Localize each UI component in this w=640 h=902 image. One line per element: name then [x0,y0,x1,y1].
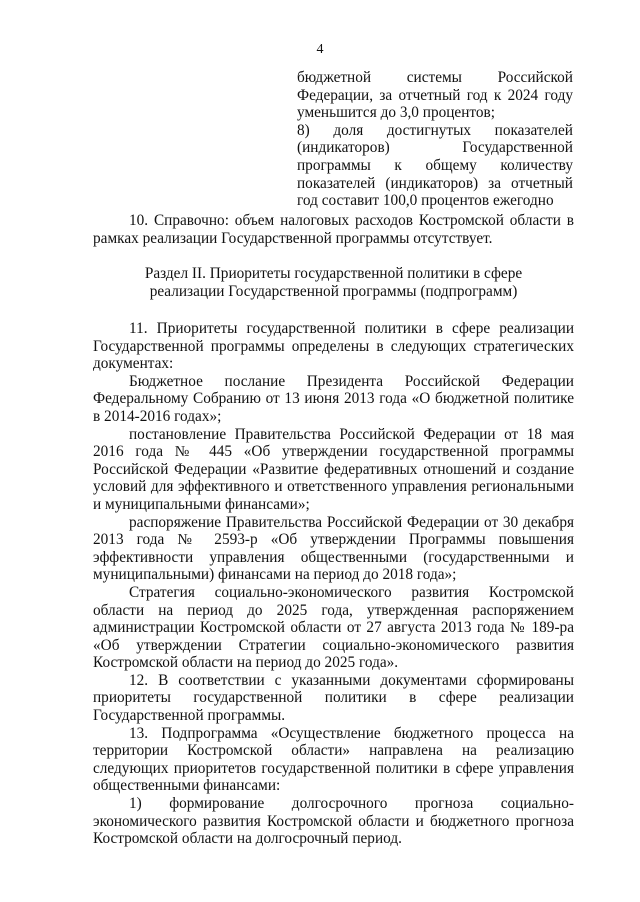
list-item-1: 1) формирование долгосрочного прогноза социально-экономического развития Костромской области и бюджетного прогноза Костромской области на долгосрочный период. [93,795,574,848]
page-number: 4 [316,42,324,57]
paragraph-strategy: Стратегия социально-экономического развития Костромской области на период до 2025 года, утвержденная распоряжением администрации Костромской области от 27 августа 2013 года № 189-ра «Об утверждении Стратегии социально-экономического развития Костромской области на период до 2025 года». [93,583,574,672]
paragraph-13: 13. Подпрограмма «Осуществление бюджетного процесса на территории Костромской области» направлена на реализацию следующих приоритетов государственной политики в сфере управления общественными финансами: [93,724,574,795]
section-heading [93,265,574,300]
section-heading-line-2: реализации Государственной программы (подпрограмм) [149,282,518,300]
paragraph-11: 11. Приоритеты государственной политики в сфере реализации Государственной программы определены в следующих стратегических документах: [93,320,574,373]
section-10-text: 10. Справочно: объем налоговых расходов Костромской области в рамках реализации Государственной программы отсутствует. [93,212,574,247]
section-10 [93,212,574,247]
goals-table-cell [297,69,573,210]
paragraph-order-2593: распоряжение Правительства Российской Федерации от 30 декабря 2013 года № 2593-р «Об утверждении Программы повышения эффективности управления общественными (государственными и муниципальными) финансами на период до 2018 года»; [93,513,574,584]
paragraph-resolution-445: постановление Правительства Российской Федерации от 18 мая 2016 года № 445 «Об утверждении государственной программы Российской Федерации «Развитие федеративных отношений и создание условий для эффективного и ответственного управления региональными и муниципальными финансами»; [93,425,574,513]
paragraph-12: 12. В соответствии с указанными документами сформированы приоритеты государственной политики в сфере реализации Государственной программы. [93,671,574,725]
goal-item-7-continuation: бюджетной системы Российской Федерации, за отчетный год к 2024 году уменьшится до 3,0 процентов; [297,69,573,122]
paragraph-budget-message: Бюджетное послание Президента Российской Федерации Федеральному Собранию от 13 июня 2013 года «О бюджетной политике в 2014-2016 годах»; [93,372,574,425]
section-2-body [93,320,574,848]
goal-item-8: 8) доля достигнутых показателей (индикаторов) Государственной программы к общему количеству показателей (индикаторов) за отчетный год составит 100,0 процентов ежегодно [297,121,573,210]
section-heading-line-1: Раздел II. Приоритеты государственной политики в сфере [144,265,523,282]
